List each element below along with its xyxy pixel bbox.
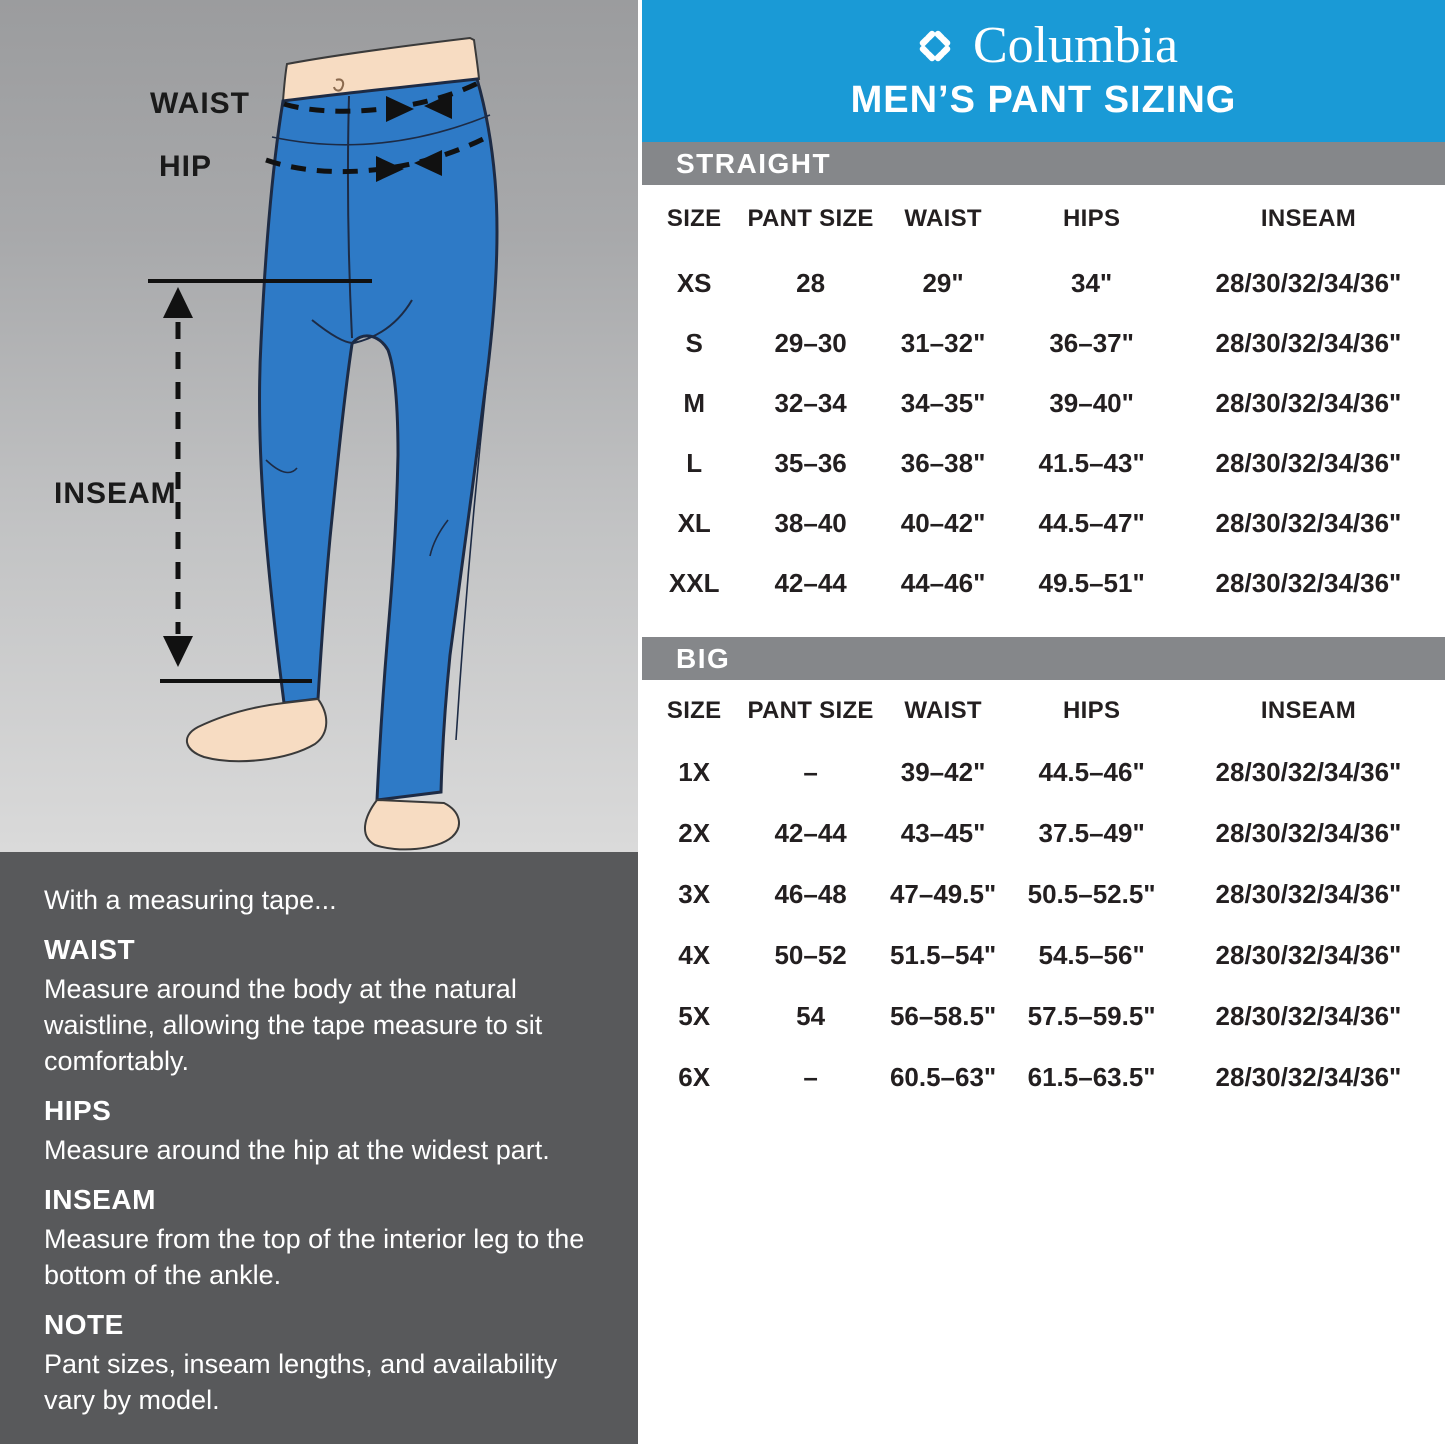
- pants-measurement-illustration: [0, 0, 638, 852]
- instruction-body: Measure from the top of the interior leg to the bottom of the ankle.: [44, 1224, 585, 1290]
- size-table-cell: 44.5–47": [1038, 507, 1145, 538]
- size-table-cell: 50–52: [774, 940, 847, 970]
- size-table-cell: 49.5–51": [1038, 567, 1145, 598]
- instruction-hips: [44, 1095, 600, 1168]
- size-table-row: [642, 553, 1445, 613]
- instruction-waist: [44, 934, 600, 1079]
- size-table-cell: 31–32": [900, 327, 986, 358]
- measurement-illustration-panel: [0, 0, 638, 852]
- size-table-cell: XS: [676, 267, 712, 298]
- size-table-cell: 47–49.5": [889, 879, 997, 909]
- waist-label: WAIST: [150, 87, 250, 120]
- size-tables-panel: [642, 0, 1445, 1444]
- size-table-cell: 34": [1071, 267, 1113, 298]
- size-table-cell: 41.5–43": [1038, 447, 1145, 478]
- size-table-cell: L: [686, 447, 703, 478]
- size-table-cell: 46–48: [774, 879, 847, 909]
- brand-header: [642, 0, 1445, 142]
- size-table-cell: 35–36: [774, 447, 847, 478]
- instruction-heading: HIPS: [44, 1095, 112, 1126]
- size-table-row: [642, 742, 1445, 803]
- size-table-row: [642, 313, 1445, 373]
- instruction-heading: WAIST: [44, 934, 136, 965]
- size-table-cell: 40–42": [900, 507, 986, 538]
- size-table-row: [642, 253, 1445, 313]
- size-table-row: [642, 864, 1445, 925]
- size-table-cell: 28/30/32/34/36": [1215, 1062, 1402, 1092]
- size-table-cell: –: [803, 757, 818, 787]
- size-table-cell: 57.5–59.5": [1027, 1001, 1156, 1031]
- size-table-cell: 4X: [678, 940, 711, 970]
- size-table-cell: 42–44: [774, 818, 847, 848]
- size-table-cell: 28/30/32/34/36": [1215, 879, 1402, 909]
- hip-label: HIP: [159, 150, 213, 183]
- size-table-cell: 28/30/32/34/36": [1215, 447, 1402, 478]
- inseam-arrow-down-icon: [163, 636, 193, 667]
- size-table-cell: 34–35": [900, 387, 986, 418]
- size-table-cell: 54.5–56": [1038, 940, 1145, 970]
- size-table-cell: 2X: [678, 818, 711, 848]
- size-table-cell: 6X: [678, 1062, 711, 1092]
- size-table-cell: 28: [796, 267, 826, 298]
- size-table-cell: M: [683, 387, 706, 418]
- column-header-size: SIZE: [666, 205, 722, 232]
- size-table-cell: 44.5–46": [1038, 757, 1145, 787]
- instruction-inseam: [44, 1184, 600, 1293]
- big-size-table: [642, 680, 1445, 1108]
- column-header-waist: WAIST: [904, 205, 982, 232]
- size-table-cell: 28/30/32/34/36": [1215, 567, 1402, 598]
- column-header-pant-size: PANT SIZE: [747, 205, 874, 232]
- column-header-size: SIZE: [666, 697, 722, 724]
- size-table-cell: 29": [922, 267, 964, 298]
- column-header-inseam: INSEAM: [1260, 205, 1357, 232]
- size-table-cell: XL: [677, 507, 711, 538]
- size-table-cell: 38–40: [774, 507, 847, 538]
- measuring-instructions-panel: [0, 852, 638, 1444]
- size-table-cell: 28/30/32/34/36": [1215, 940, 1402, 970]
- size-table-cell: 28/30/32/34/36": [1215, 387, 1402, 418]
- size-table-cell: 61.5–63.5": [1027, 1062, 1156, 1092]
- size-table-cell: 28/30/32/34/36": [1215, 507, 1402, 538]
- column-header-waist: WAIST: [904, 697, 982, 724]
- size-table-cell: 42–44: [774, 567, 847, 598]
- inseam-label: INSEAM: [54, 477, 177, 510]
- pants-figure: [260, 79, 497, 800]
- size-table-cell: 36–37": [1049, 327, 1134, 358]
- instruction-body: Measure around the body at the natural waistline, allowing the tape measure to sit comfortably.: [44, 974, 543, 1076]
- table-header-row: [642, 185, 1445, 253]
- column-header-hips: HIPS: [1063, 697, 1121, 724]
- size-table-cell: 28/30/32/34/36": [1215, 267, 1402, 298]
- section-bar-straight: STRAIGHT: [642, 142, 1445, 185]
- size-table-cell: 1X: [678, 757, 711, 787]
- columbia-gem-icon: [909, 20, 961, 72]
- size-table-cell: 44–46": [900, 567, 986, 598]
- instruction-body: Measure around the hip at the widest part.: [44, 1135, 550, 1165]
- size-table-cell: 60.5–63": [889, 1062, 997, 1092]
- instruction-body: Pant sizes, inseam lengths, and availability vary by model.: [44, 1349, 558, 1415]
- size-table-cell: 28/30/32/34/36": [1215, 757, 1402, 787]
- size-table-cell: 39–42": [900, 757, 986, 787]
- size-table-cell: 51.5–54": [889, 940, 997, 970]
- section-bar-big: BIG: [642, 637, 1445, 680]
- table-header-row: [642, 680, 1445, 742]
- columbia-logo: [642, 0, 1445, 72]
- size-table-cell: 5X: [678, 1001, 711, 1031]
- size-table-row: [642, 1047, 1445, 1108]
- size-table-row: [642, 373, 1445, 433]
- size-table-cell: 54: [796, 1001, 826, 1031]
- size-table-cell: –: [803, 1062, 818, 1092]
- size-table-cell: 37.5–49": [1038, 818, 1145, 848]
- size-table-row: [642, 493, 1445, 553]
- size-table-cell: 28/30/32/34/36": [1215, 327, 1402, 358]
- size-table-row: [642, 803, 1445, 864]
- instruction-heading: NOTE: [44, 1309, 124, 1340]
- column-header-inseam: INSEAM: [1260, 697, 1357, 724]
- column-header-hips: HIPS: [1063, 205, 1121, 232]
- page-title: MEN’S PANT SIZING: [850, 79, 1237, 121]
- brand-wordmark: Columbia: [972, 17, 1179, 74]
- size-table-cell: 50.5–52.5": [1027, 879, 1156, 909]
- size-table-cell: 29–30: [774, 327, 847, 358]
- size-table-cell: 36–38": [900, 447, 986, 478]
- size-table-row: [642, 433, 1445, 493]
- size-table-cell: 28/30/32/34/36": [1215, 818, 1402, 848]
- size-table-cell: S: [685, 327, 703, 358]
- size-table-cell: 43–45": [900, 818, 986, 848]
- size-table-cell: 3X: [678, 879, 711, 909]
- size-table-row: [642, 925, 1445, 986]
- column-header-pant-size: PANT SIZE: [747, 697, 874, 724]
- size-table-row: [642, 986, 1445, 1047]
- instruction-heading: INSEAM: [44, 1184, 156, 1215]
- size-table-cell: 28/30/32/34/36": [1215, 1001, 1402, 1031]
- size-table-cell: 39–40": [1049, 387, 1134, 418]
- size-table-cell: XXL: [668, 567, 720, 598]
- size-table-cell: 56–58.5": [889, 1001, 997, 1031]
- size-table-cell: 32–34: [774, 387, 847, 418]
- inseam-arrow-up-icon: [163, 287, 193, 318]
- instructions-intro: With a measuring tape...: [44, 885, 337, 915]
- straight-size-table: [642, 185, 1445, 613]
- instruction-note: [44, 1309, 600, 1418]
